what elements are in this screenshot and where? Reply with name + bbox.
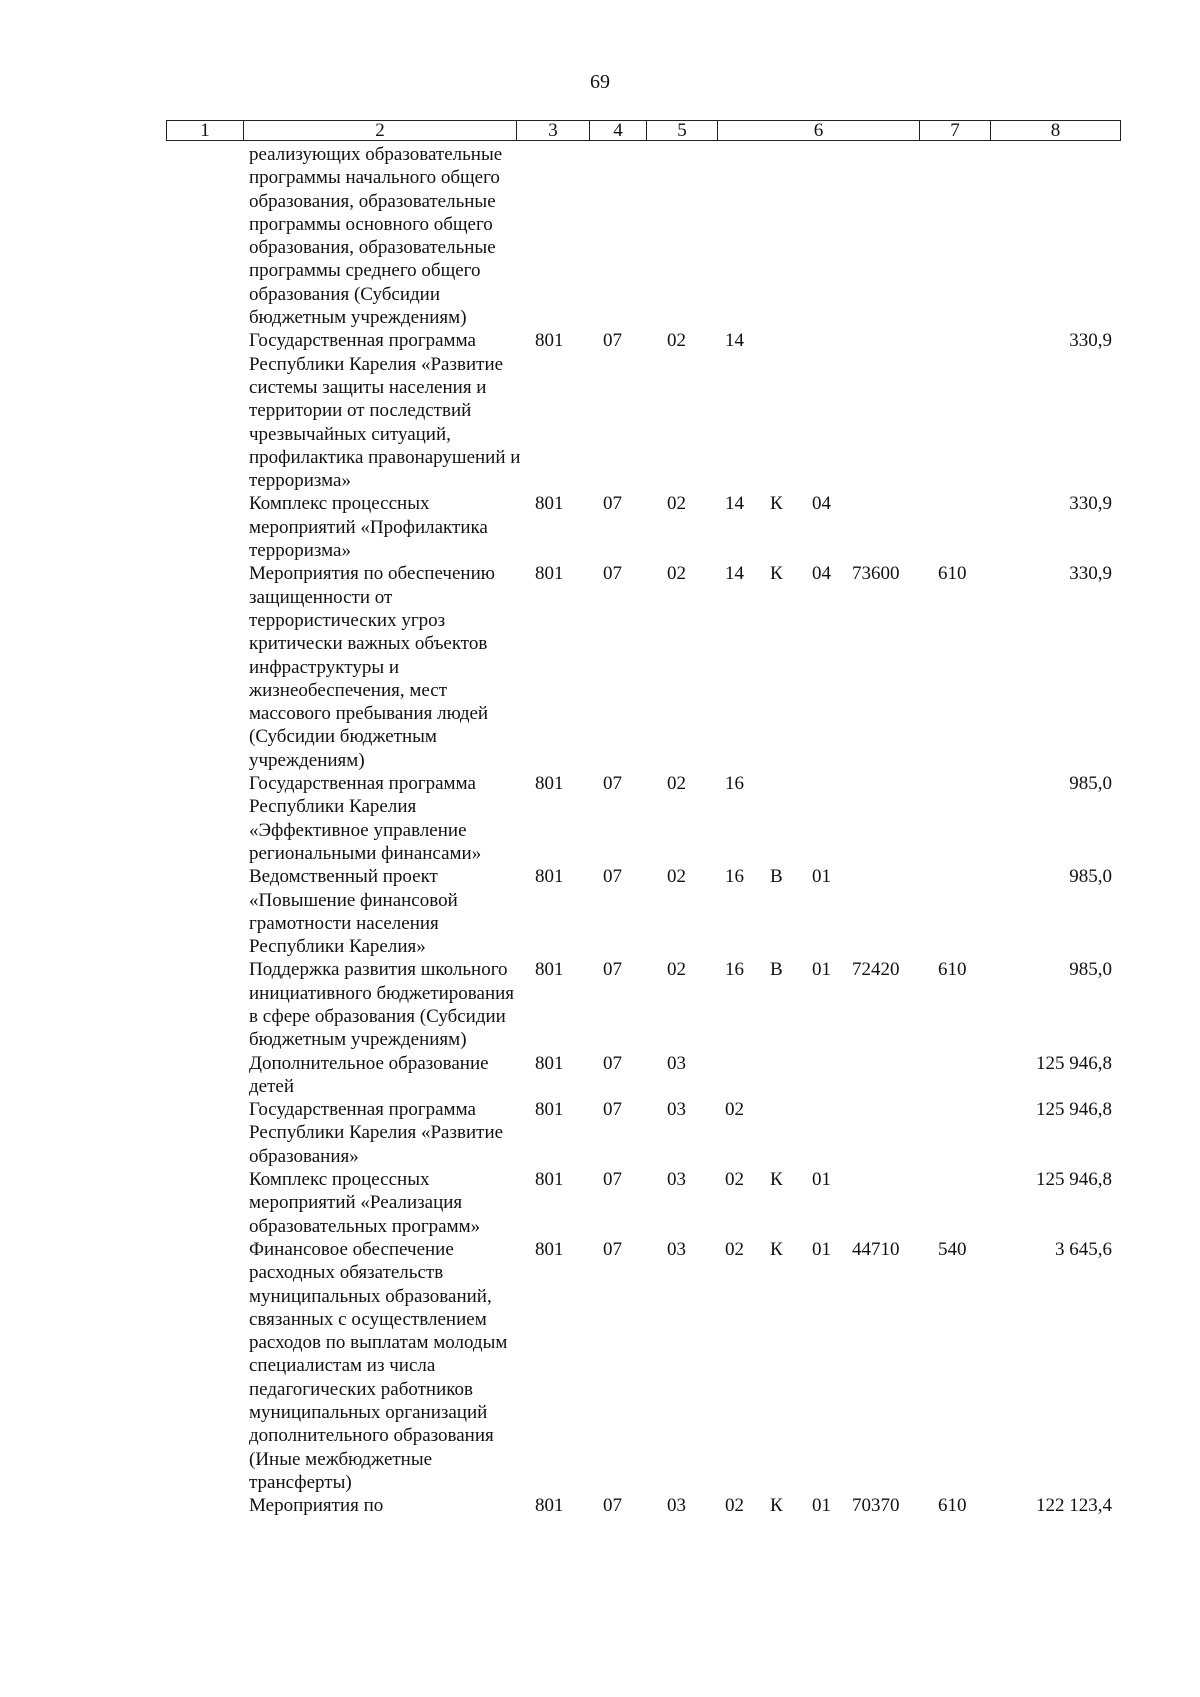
cell-direction-type: К — [770, 1495, 783, 1517]
cell-section: 07 — [603, 1099, 622, 1121]
column-header-table — [166, 120, 1121, 141]
row-name: Государственная программа Республики Карелия «Развитие системы защиты населения и территории от последствий чрезвычайных ситуаций, профилактика правонарушений и терроризма» — [249, 330, 521, 492]
cell-program: 14 — [725, 563, 744, 585]
table-row — [0, 1052, 1200, 1099]
cell-program: 02 — [725, 1099, 744, 1121]
row-name: Государственная программа Республики Карелия «Развитие образования» — [249, 1099, 504, 1167]
cell-direction-number: 01 — [812, 959, 831, 981]
cell-direction-type: К — [770, 493, 783, 515]
cell-ministry-code: 801 — [535, 959, 564, 981]
cell-program: 16 — [725, 866, 744, 888]
table-row — [0, 492, 1200, 562]
cell-expense-type: 610 — [938, 563, 967, 585]
cell-section: 07 — [603, 773, 622, 795]
cell-section: 07 — [603, 563, 622, 585]
cell-subsection: 02 — [667, 493, 686, 515]
column-header-4: 4 — [590, 121, 647, 141]
table-row — [0, 1494, 1200, 1517]
cell-ministry-code: 801 — [535, 1099, 564, 1121]
cell-program: 02 — [725, 1169, 744, 1191]
cell-amount: 985,0 — [1069, 959, 1112, 981]
column-header-5: 5 — [647, 121, 718, 141]
cell-amount: 985,0 — [1069, 773, 1112, 795]
cell-section: 07 — [603, 1238, 622, 1260]
cell-direction-number: 01 — [812, 1238, 831, 1260]
cell-subsection: 03 — [667, 1099, 686, 1121]
cell-section: 07 — [603, 1052, 622, 1074]
cell-program: 14 — [725, 330, 744, 352]
row-name: Комплекс процессных мероприятий «Реализация образовательных программ» — [249, 1169, 481, 1237]
cell-expense-type: 540 — [938, 1238, 967, 1260]
table-row — [0, 1168, 1200, 1238]
cell-subsection: 02 — [667, 773, 686, 795]
cell-section: 07 — [603, 1169, 622, 1191]
cell-ministry-code: 801 — [535, 773, 564, 795]
cell-ministry-code: 801 — [535, 1052, 564, 1074]
cell-program: 14 — [725, 493, 744, 515]
cell-amount: 985,0 — [1069, 866, 1112, 888]
row-name: Государственная программа Республики Карелия «Эффективное управление региональными финансами» — [249, 773, 482, 864]
cell-section: 07 — [603, 1495, 622, 1517]
cell-ministry-code: 801 — [535, 1495, 564, 1517]
column-header-1: 1 — [167, 121, 244, 141]
cell-amount: 330,9 — [1069, 563, 1112, 585]
row-name: Дополнительное образование детей — [249, 1052, 489, 1097]
cell-amount: 125 946,8 — [1036, 1099, 1112, 1121]
column-header-2: 2 — [244, 121, 517, 141]
cell-subsection: 03 — [667, 1238, 686, 1260]
cell-subsection: 02 — [667, 866, 686, 888]
column-header-7: 7 — [920, 121, 991, 141]
cell-direction-number: 01 — [812, 1495, 831, 1517]
table-row — [0, 865, 1200, 958]
cell-subsection: 03 — [667, 1495, 686, 1517]
cell-ministry-code: 801 — [535, 493, 564, 515]
cell-direction-type: В — [770, 959, 783, 981]
cell-ministry-code: 801 — [535, 1169, 564, 1191]
cell-program: 02 — [725, 1238, 744, 1260]
cell-expense-type: 610 — [938, 959, 967, 981]
table-row — [0, 329, 1200, 492]
page-number: 69 — [590, 71, 610, 93]
cell-ministry-code: 801 — [535, 866, 564, 888]
table-row — [0, 143, 1200, 329]
cell-amount: 3 645,6 — [1055, 1238, 1112, 1260]
cell-direction-type: К — [770, 1169, 783, 1191]
cell-subsection: 02 — [667, 330, 686, 352]
table-row — [0, 772, 1200, 865]
cell-ministry-code: 801 — [535, 1238, 564, 1260]
cell-program: 16 — [725, 959, 744, 981]
cell-ministry-code: 801 — [535, 330, 564, 352]
cell-direction-number: 01 — [812, 866, 831, 888]
table-row — [0, 958, 1200, 1051]
cell-direction-number: 04 — [812, 563, 831, 585]
cell-program: 16 — [725, 773, 744, 795]
cell-direction-number: 04 — [812, 493, 831, 515]
cell-amount: 125 946,8 — [1036, 1052, 1112, 1074]
row-name: Мероприятия по — [249, 1495, 384, 1517]
cell-program: 02 — [725, 1495, 744, 1517]
cell-section: 07 — [603, 959, 622, 981]
column-header-row — [167, 121, 1121, 141]
cell-expense-code: 44710 — [852, 1238, 900, 1260]
row-name: Поддержка развития школьного инициативного бюджетирования в сфере образования (Субсидии бюджетным учреждениям) — [249, 959, 515, 1051]
cell-amount: 330,9 — [1069, 493, 1112, 515]
table-row — [0, 1098, 1200, 1168]
cell-ministry-code: 801 — [535, 563, 564, 585]
column-header-6: 6 — [718, 121, 920, 141]
cell-amount: 125 946,8 — [1036, 1169, 1112, 1191]
budget-table-body — [0, 143, 1200, 1518]
row-name: Ведомственный проект «Повышение финансовой грамотности населения Республики Карелия» — [249, 866, 458, 958]
column-header-3: 3 — [517, 121, 590, 141]
row-name: Финансовое обеспечение расходных обязательств муниципальных образований, связанных с осуществлением расходов по выплатам молодым специалистам из числа педагогических работников муниципальных организаций дополнительного образования (Иные межбюджетные трансферты) — [249, 1238, 508, 1493]
cell-expense-code: 72420 — [852, 959, 900, 981]
cell-section: 07 — [603, 866, 622, 888]
cell-expense-type: 610 — [938, 1495, 967, 1517]
table-row — [0, 1238, 1200, 1494]
cell-amount: 330,9 — [1069, 330, 1112, 352]
cell-subsection: 03 — [667, 1052, 686, 1074]
cell-amount: 122 123,4 — [1036, 1495, 1112, 1517]
cell-subsection: 03 — [667, 1169, 686, 1191]
table-row — [0, 562, 1200, 772]
column-header-8: 8 — [991, 121, 1121, 141]
cell-expense-code: 73600 — [852, 563, 900, 585]
row-name: Мероприятия по обеспечению защищенности от террористических угроз критически важных объектов инфраструктуры и жизнеобеспечения, мест массового пребывания людей (Субсидии бюджетным учреждениям) — [249, 563, 495, 771]
cell-direction-number: 01 — [812, 1169, 831, 1191]
cell-subsection: 02 — [667, 959, 686, 981]
row-name: реализующих образовательные программы начального общего образования, образовательные программы основного общего образования, образовательные программы среднего общего образования (Субсидии бюджетным учреждениям) — [249, 144, 503, 329]
cell-direction-type: К — [770, 563, 783, 585]
row-name: Комплекс процессных мероприятий «Профилактика терроризма» — [249, 493, 488, 562]
cell-direction-type: К — [770, 1238, 783, 1260]
cell-section: 07 — [603, 493, 622, 515]
cell-direction-type: В — [770, 866, 783, 888]
cell-section: 07 — [603, 330, 622, 352]
cell-subsection: 02 — [667, 563, 686, 585]
cell-expense-code: 70370 — [852, 1495, 900, 1517]
